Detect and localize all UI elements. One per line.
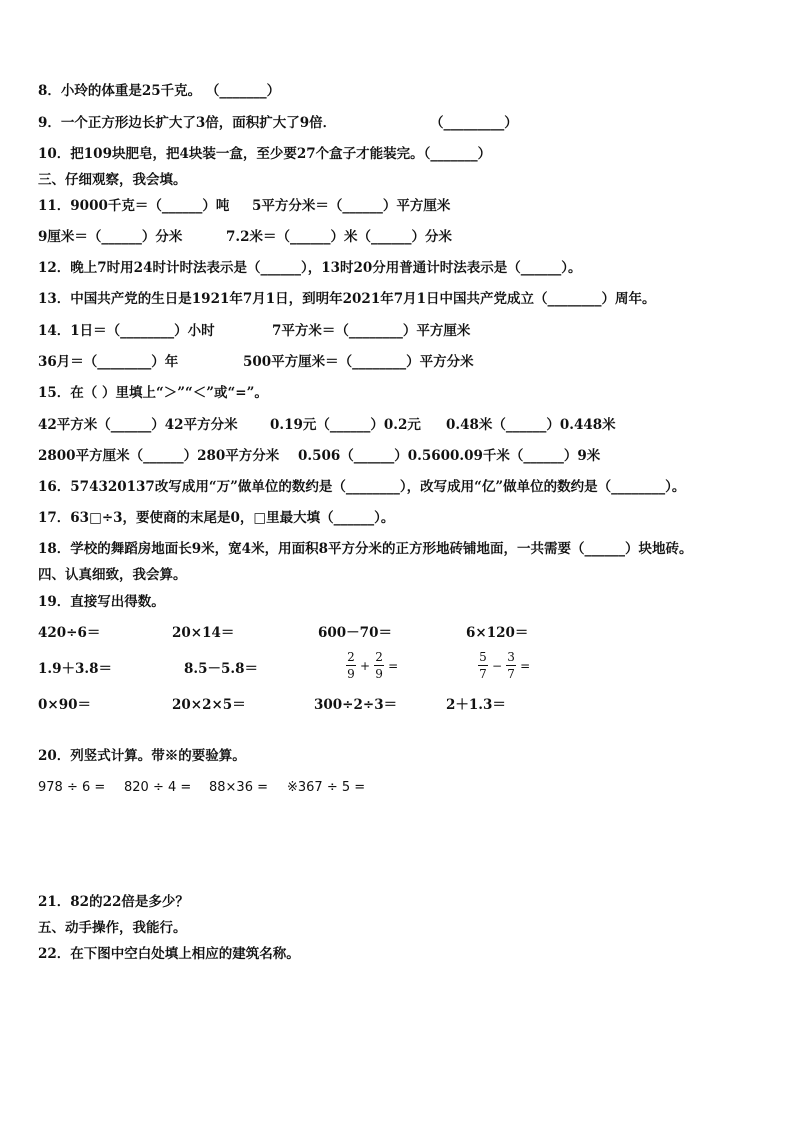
question-14-part-b: 7平方米＝（________）平方厘米 <box>272 323 471 339</box>
question-10: 10．把109块肥皂，把4块装一盒，至少要27个盒子才能装完。（_______） <box>38 146 492 162</box>
question-13: 13．中国共产党的生日是1921年7月1日，到明年2021年7月1日中国共产党成立（________）周年。 <box>38 291 656 307</box>
question-15-part-f: 0.09千米（______）9米 <box>450 448 601 464</box>
denominator: 7 <box>479 667 487 681</box>
vertical-calc-item: 88×36 = <box>209 780 269 795</box>
question-18: 18．学校的舞蹈房地面长9米，宽4米，用面积8平方分米的正方形地砖铺地面，一共需要（______）块地砖。 <box>38 541 693 557</box>
question-11-part-b: 5平方分米＝（______）平方厘米 <box>252 198 451 214</box>
question-14-part-c: 36月＝（________）年 <box>38 354 179 370</box>
calc-item: 420÷6＝ <box>38 625 101 641</box>
fraction-expression-2 <box>476 650 532 681</box>
section-5-heading: 五、动手操作，我能行。 <box>38 920 187 936</box>
question-22: 22．在下图中空白处填上相应的建筑名称。 <box>38 946 300 962</box>
calc-item: 20×14＝ <box>172 625 235 641</box>
question-8: 8．小玲的体重是25千克。 （_______） <box>38 83 281 99</box>
question-14-part-a: 14．1日＝（________）小时 <box>38 323 215 339</box>
question-11-part-c: 9厘米＝（______）分米 <box>38 229 183 245</box>
denominator: 9 <box>375 667 383 681</box>
question-16: 16．574320137改写成用“万”做单位的数约是（________），改写成用“亿”做单位的数约是（________）。 <box>38 479 686 495</box>
numerator: 5 <box>479 650 487 664</box>
question-9-blank: （_________） <box>430 115 518 131</box>
calc-item: 6×120＝ <box>466 625 529 641</box>
question-17: 17．63□÷3，要使商的末尾是0，□里最大填（______）。 <box>38 510 395 526</box>
numerator: 3 <box>507 650 515 664</box>
calc-item: 1.9＋3.8＝ <box>38 661 112 677</box>
vertical-calc-item: ※367 ÷ 5 = <box>287 780 366 795</box>
fraction-expression-1 <box>344 650 400 681</box>
question-20: 20．列竖式计算。带※的要验算。 <box>38 748 246 764</box>
question-14-part-d: 500平方厘米＝（________）平方分米 <box>243 354 474 370</box>
calc-item: 0×90＝ <box>38 697 91 713</box>
operator: − <box>492 658 503 673</box>
question-15-part-b: 0.19元（______）0.2元 <box>270 417 421 433</box>
vertical-calc-item: 978 ÷ 6 = <box>38 780 106 795</box>
question-19: 19．直接写出得数。 <box>38 594 165 610</box>
equals-sign: = <box>388 658 399 673</box>
numerator: 2 <box>347 650 355 664</box>
question-11-part-d: 7.2米＝（______）米（______）分米 <box>226 229 452 245</box>
calc-item: 600－70＝ <box>318 625 392 641</box>
question-9: 9．一个正方形边长扩大了3倍，面积扩大了9倍． <box>38 115 337 131</box>
numerator: 2 <box>375 650 383 664</box>
calc-item: 2＋1.3＝ <box>446 697 506 713</box>
equals-sign: = <box>520 658 531 673</box>
question-15-part-e: 0.506（______）0.560 <box>298 448 451 464</box>
section-3-heading: 三、仔细观察，我会填。 <box>38 172 187 188</box>
question-15-part-c: 0.48米（______）0.448米 <box>446 417 616 433</box>
question-15-part-a: 42平方米（______）42平方分米 <box>38 417 238 433</box>
calc-item: 20×2×5＝ <box>172 697 246 713</box>
operator: + <box>360 658 371 673</box>
question-11-part-a: 11．9000千克＝（______）吨 <box>38 198 230 214</box>
question-21: 21．82的22倍是多少？ <box>38 894 189 910</box>
question-15-part-d: 2800平方厘米（______）280平方分米 <box>38 448 280 464</box>
denominator: 7 <box>507 667 515 681</box>
calc-item: 8.5－5.8＝ <box>184 661 258 677</box>
question-12: 12．晚上7时用24时计时法表示是（______），13时20分用普通计时法表示是（______）。 <box>38 260 582 276</box>
section-4-heading: 四、认真细致，我会算。 <box>38 567 187 583</box>
question-15: 15．在（ ）里填上“＞”“＜”或“=”。 <box>38 385 268 401</box>
denominator: 9 <box>347 667 355 681</box>
calc-item: 300÷2÷3＝ <box>314 697 398 713</box>
vertical-calc-item: 820 ÷ 4 = <box>124 780 192 795</box>
